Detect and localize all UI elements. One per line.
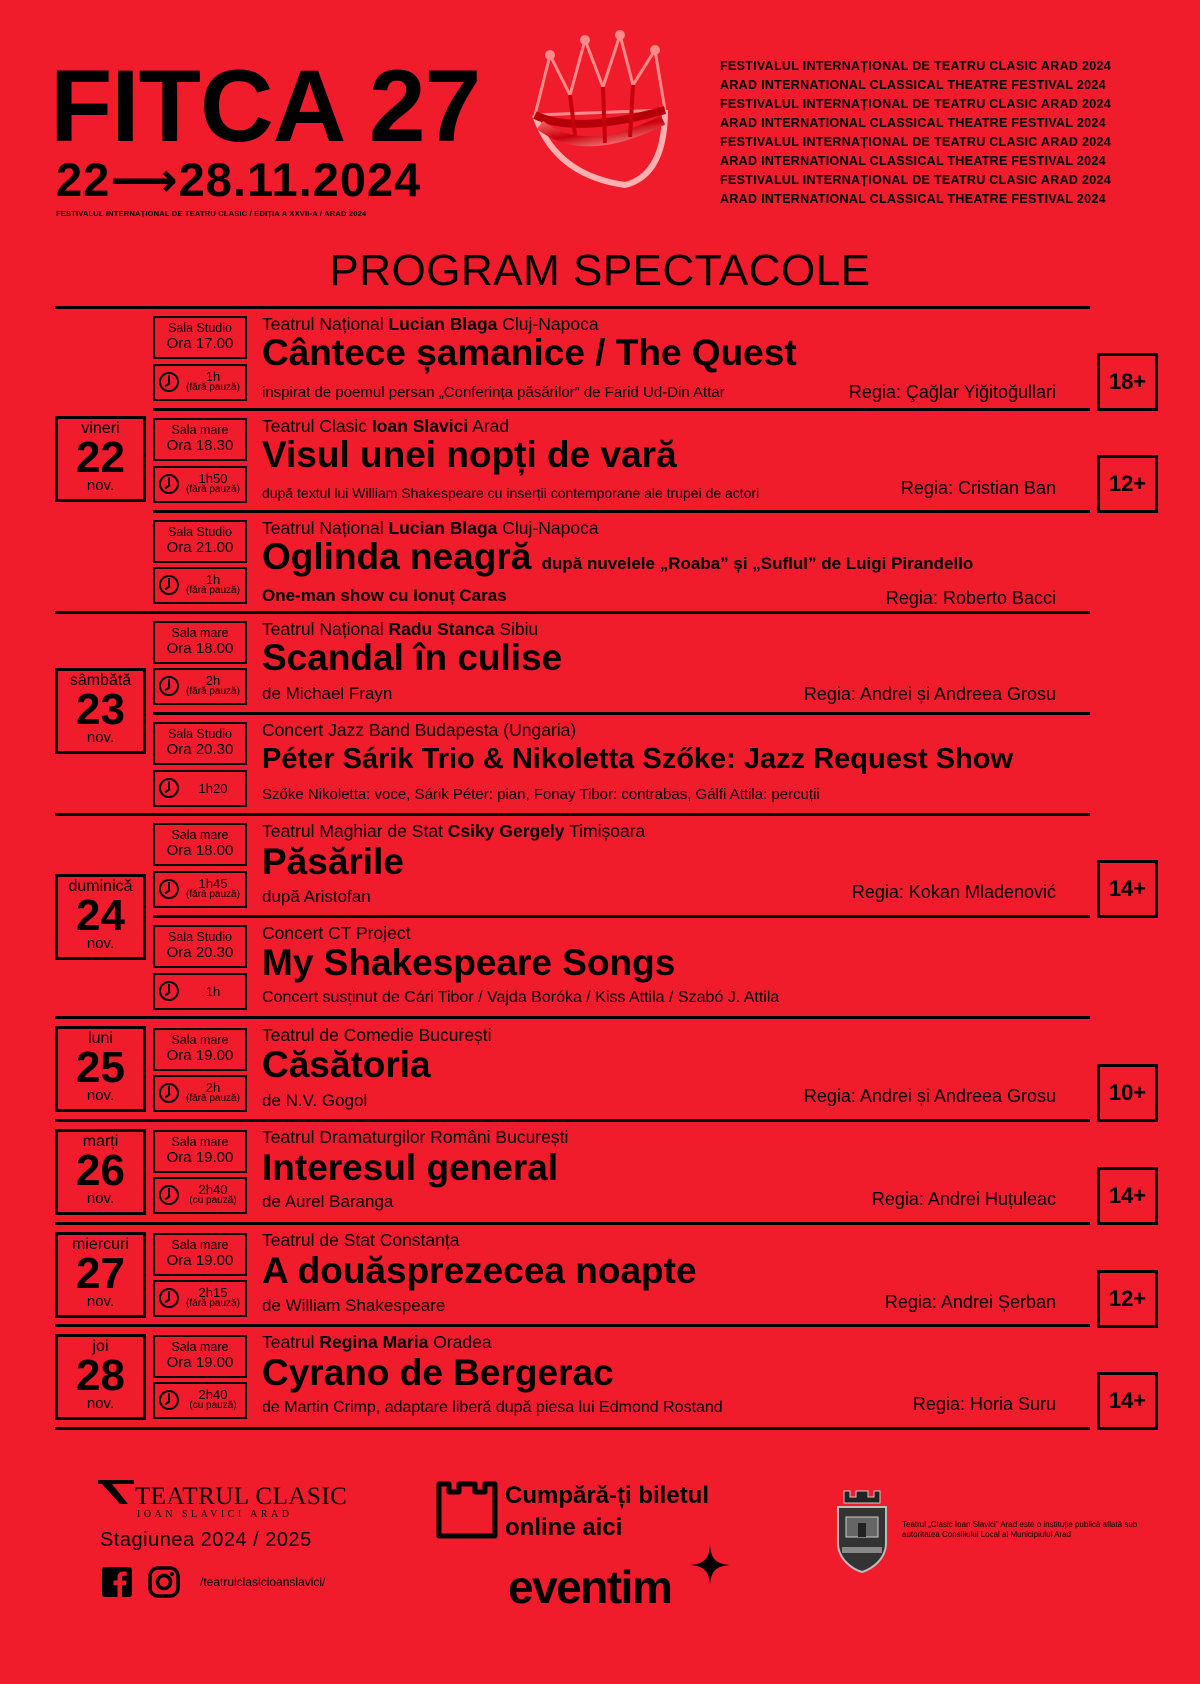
day-date: 27 <box>76 1249 125 1298</box>
age-rating: 18+ <box>1097 353 1158 411</box>
festival-title: FITCA 27 <box>50 49 481 163</box>
company-name: Ioan Slavici <box>371 416 469 436</box>
age-rating: 14+ <box>1097 1167 1158 1225</box>
company <box>262 314 599 334</box>
company-post: Cluj-Napoca <box>497 314 599 334</box>
clock-icon <box>159 676 179 696</box>
divider <box>153 712 1090 715</box>
duration-box <box>153 1382 247 1419</box>
duration-box <box>153 1177 247 1214</box>
eventim-logo[interactable]: eventim <box>508 1561 672 1613</box>
pause-note: (fără pauză) <box>186 1093 240 1104</box>
crown-icon <box>515 25 695 205</box>
director: Regia: Cristian Ban <box>900 478 1056 498</box>
company-name: Lucian Blaga <box>388 314 498 334</box>
hall-name: Sala mare <box>171 626 229 640</box>
director: Regia: Horia Suru <box>912 1394 1056 1414</box>
day-date: 28 <box>76 1351 125 1400</box>
buy-ticket-line1[interactable]: Cumpără-ți biletul <box>505 1482 710 1509</box>
show-subtitle: de Martin Crimp, adaptare liberă după piesa lui Edmond Rostand <box>262 1399 723 1416</box>
duration: 1h45 <box>198 876 228 891</box>
day-month: nov. <box>86 1087 115 1104</box>
day-box <box>55 668 146 754</box>
company-pre: Teatrul Național <box>262 518 389 538</box>
day-month: nov. <box>86 1293 115 1310</box>
day-name: vineri <box>81 420 120 437</box>
facebook-icon[interactable] <box>102 1567 132 1597</box>
duration-box <box>153 973 247 1010</box>
company-pre: Teatrul Național <box>262 314 389 334</box>
hall-time-box <box>153 520 247 563</box>
company <box>262 619 538 639</box>
duration: 1h <box>205 984 221 999</box>
pause-note: (cu pauză) <box>189 1400 237 1411</box>
hall-time-box <box>153 823 247 866</box>
hall-time-box <box>153 722 247 765</box>
show-time: Ora 18.00 <box>166 640 234 657</box>
hall-time-box <box>153 1130 247 1173</box>
theatre-logo-icon <box>98 1480 134 1504</box>
day-month: nov. <box>86 935 115 952</box>
show-subtitle: inspirat de poemul persan „Conferința păsărilor” de Farid Ud-Din Attar <box>262 384 725 401</box>
company <box>262 923 410 943</box>
day-month: nov. <box>86 1395 115 1412</box>
divider <box>55 1016 1090 1019</box>
day-date: 24 <box>76 891 125 940</box>
age-rating: 14+ <box>1097 1372 1158 1430</box>
program-title: PROGRAM SPECTACOLE <box>329 246 871 295</box>
day-box <box>55 416 146 502</box>
director: Regia: Çağlar Yiğitoğullari <box>848 382 1056 402</box>
duration-box <box>153 364 247 401</box>
show-time: Ora 17.00 <box>166 335 234 352</box>
show-subtitle: de William Shakespeare <box>262 1296 446 1315</box>
season-label: Stagiunea 2024 / 2025 <box>100 1529 312 1551</box>
hall-time-box <box>153 925 247 968</box>
director: Regia: Andrei și Andreea Grosu <box>803 1086 1056 1106</box>
company-pre: Concert Jazz Band Budapesta (Ungaria) <box>262 720 577 740</box>
show-title <box>262 537 973 584</box>
day-month: nov. <box>86 729 115 746</box>
company-pre: Teatrul Clasic <box>262 416 372 436</box>
duration: 2h40 <box>198 1182 228 1197</box>
duration: 2h15 <box>198 1285 228 1300</box>
day-name: sâmbătă <box>69 672 132 689</box>
age-rating: 12+ <box>1097 1270 1158 1328</box>
day-name: joi <box>92 1338 109 1355</box>
show-title-note: după nuvelele „Roaba” și „Suflul” de Luigi Pirandello <box>541 554 974 573</box>
day-box <box>55 1232 146 1318</box>
age-rating: 10+ <box>1097 1064 1158 1122</box>
company-pre: Teatrul Maghiar de Stat <box>262 821 448 841</box>
duration: 2h <box>205 1080 221 1095</box>
clock-icon <box>159 1083 179 1103</box>
duration-box <box>153 1075 247 1112</box>
theatre-name: TEATRUL CLASIC <box>135 1483 348 1510</box>
show-time: Ora 19.00 <box>166 1252 234 1269</box>
company-post: Arad <box>468 416 510 436</box>
company-pre: Teatrul Dramaturgilor Români București <box>262 1127 569 1147</box>
city-crest-icon <box>832 1487 892 1573</box>
pause-note: (fără pauză) <box>186 585 240 596</box>
ticket-icon[interactable] <box>433 1480 501 1540</box>
show-title: My Shakespeare Songs <box>262 942 676 983</box>
company-pre: Teatrul Național <box>262 619 389 639</box>
clock-icon <box>159 1390 179 1410</box>
hall-time-box <box>153 1335 247 1378</box>
company <box>262 1127 568 1147</box>
divider <box>153 408 1090 411</box>
clock-icon <box>159 879 179 899</box>
director: Regia: Andrei Șerban <box>884 1292 1056 1312</box>
festival-line: FESTIVALUL INTERNAȚIONAL DE TEATRU CLASIC ARAD 2024 <box>720 97 1112 111</box>
company <box>262 821 645 841</box>
day-date: 26 <box>76 1146 125 1195</box>
show-title: Cyrano de Bergerac <box>262 1352 614 1393</box>
show-subtitle: Szőke Nikoletta: voce, Sárik Péter: pian, Fonay Tibor: contrabas, Gálfi Attila: percuții <box>262 786 820 803</box>
company <box>262 720 576 740</box>
hall-time-box <box>153 1233 247 1276</box>
show-subtitle: One-man show cu Ionuț Caras <box>262 586 507 605</box>
duration: 1h <box>205 369 221 384</box>
show-subtitle: de Aurel Baranga <box>262 1192 394 1211</box>
show-title-text: Oglinda neagră <box>262 536 532 577</box>
day-name: luni <box>88 1030 113 1047</box>
show-subtitle: după Aristofan <box>262 887 371 906</box>
company-pre: Teatrul de Comedie București <box>262 1025 492 1045</box>
company-name: Radu Stanca <box>388 619 495 639</box>
show-time: Ora 18.00 <box>166 842 234 859</box>
show-subtitle: de N.V. Gogol <box>262 1091 368 1110</box>
show-title: Căsătoria <box>262 1044 431 1085</box>
show-title: Păsările <box>262 841 404 882</box>
hall-time-box <box>153 418 247 461</box>
show-title: Cântece șamanice / The Quest <box>262 332 797 373</box>
duration: 1h50 <box>198 471 228 486</box>
day-date: 22 <box>76 433 125 482</box>
day-month: nov. <box>86 1190 115 1207</box>
company-name: Lucian Blaga <box>388 518 498 538</box>
company-post: Cluj-Napoca <box>497 518 599 538</box>
star-icon <box>690 1545 730 1585</box>
duration-box <box>153 466 247 503</box>
company-post: Oradea <box>428 1332 492 1352</box>
day-date: 25 <box>76 1043 125 1092</box>
festival-line: ARAD INTERNATIONAL CLASSICAL THEATRE FESTIVAL 2024 <box>720 116 1106 130</box>
theatre-subname: IOAN SLAVICI ARAD <box>137 1509 293 1520</box>
show-title: Interesul general <box>262 1147 559 1188</box>
hall-name: Sala Studio <box>168 525 232 539</box>
hall-name: Sala mare <box>171 1033 229 1047</box>
hall-name: Sala Studio <box>168 727 232 741</box>
hall-time-box <box>153 621 247 664</box>
festival-line: ARAD INTERNATIONAL CLASSICAL THEATRE FESTIVAL 2024 <box>720 192 1106 206</box>
show-title: A douăsprezecea noapte <box>262 1250 697 1291</box>
duration-box <box>153 770 247 807</box>
clock-icon <box>159 372 179 392</box>
clock-icon <box>159 778 179 798</box>
buy-ticket-line2[interactable]: online aici <box>505 1514 623 1541</box>
show-title: Péter Sárik Trio & Nikoletta Szőke: Jazz Request Show <box>262 743 1013 775</box>
duration: 1h20 <box>198 781 228 796</box>
hall-name: Sala mare <box>171 828 229 842</box>
day-box <box>55 1334 146 1420</box>
day-box <box>55 1026 146 1112</box>
age-rating: 12+ <box>1097 455 1158 513</box>
company-pre: Teatrul <box>262 1332 320 1352</box>
hall-name: Sala mare <box>171 423 229 437</box>
duration-box <box>153 567 247 604</box>
divider <box>55 1427 1090 1430</box>
hall-name: Sala mare <box>171 1238 229 1252</box>
company <box>262 1230 459 1250</box>
duration-box <box>153 871 247 908</box>
social-handle[interactable]: /teatrulclasicioanslavici/ <box>200 1575 326 1589</box>
hall-time-box <box>153 316 247 359</box>
show-subtitle: de Michael Frayn <box>262 684 393 703</box>
hall-name: Sala mare <box>171 1135 229 1149</box>
show-time: Ora 18.30 <box>166 437 234 454</box>
festival-subtitle: FESTIVALUL INTERNAȚIONAL DE TEATRU CLASIC / EDIȚIA A XXVII-A / ARAD 2024 <box>56 209 367 218</box>
company-pre: Concert CT Project <box>262 923 411 943</box>
company <box>262 416 509 436</box>
show-time: Ora 19.00 <box>166 1354 234 1371</box>
day-name: marți <box>82 1133 119 1150</box>
hall-name: Sala Studio <box>168 321 232 335</box>
day-box <box>55 1129 146 1215</box>
pause-note: (fără pauză) <box>186 382 240 393</box>
hall-name: Sala Studio <box>168 930 232 944</box>
company-pre: Teatrul de Stat Constanța <box>262 1230 460 1250</box>
show-title: Visul unei nopți de vară <box>262 434 677 475</box>
company-post: Sibiu <box>494 619 539 639</box>
day-month: nov. <box>86 477 115 494</box>
festival-line: FESTIVALUL INTERNAȚIONAL DE TEATRU CLASIC ARAD 2024 <box>720 135 1112 149</box>
hall-time-box <box>153 1028 247 1071</box>
festival-dates: 22⟶28.11.2024 <box>56 153 422 206</box>
pause-note: (fără pauză) <box>186 484 240 495</box>
show-time: Ora 19.00 <box>166 1149 234 1166</box>
clock-icon <box>159 981 179 1001</box>
show-time: Ora 20.30 <box>166 741 234 758</box>
duration: 2h40 <box>198 1387 228 1402</box>
duration-box <box>153 1280 247 1317</box>
company <box>262 518 599 538</box>
show-time: Ora 20.30 <box>166 944 234 961</box>
pause-note: (cu pauză) <box>189 1195 237 1206</box>
hall-name: Sala mare <box>171 1340 229 1354</box>
show-subtitle: după textul lui William Shakespeare cu inserții contemporane ale trupei de actori <box>262 485 760 501</box>
pause-note: (fără pauză) <box>186 1298 240 1309</box>
institution-text: Teatrul „Clasic Ioan Slavici” Arad este o instituție publică aflată sub autoritatea Consiliului Local al Municipiului Arad <box>902 1520 1138 1539</box>
divider <box>55 813 1090 816</box>
age-rating: 14+ <box>1097 860 1158 918</box>
company-post: Timișoara <box>564 821 646 841</box>
director: Regia: Kokan Mladenović <box>851 882 1056 902</box>
instagram-icon[interactable] <box>148 1566 180 1598</box>
divider <box>55 611 1090 614</box>
company <box>262 1025 492 1045</box>
divider <box>153 915 1090 918</box>
company-name: Regina Maria <box>319 1332 429 1352</box>
festival-line: FESTIVALUL INTERNAȚIONAL DE TEATRU CLASIC ARAD 2024 <box>720 59 1112 73</box>
clock-icon <box>159 1288 179 1308</box>
divider <box>153 510 1090 513</box>
festival-line: ARAD INTERNATIONAL CLASSICAL THEATRE FESTIVAL 2024 <box>720 78 1106 92</box>
show-title: Scandal în culise <box>262 637 563 678</box>
director: Regia: Roberto Bacci <box>885 588 1056 608</box>
duration-box <box>153 668 247 705</box>
director: Regia: Andrei și Andreea Grosu <box>803 684 1056 704</box>
director: Regia: Andrei Huțuleac <box>871 1189 1056 1209</box>
company-name: Csiky Gergely <box>447 821 565 841</box>
divider <box>55 1324 1090 1327</box>
divider <box>55 1119 1090 1122</box>
show-time: Ora 19.00 <box>166 1047 234 1064</box>
show-subtitle: Concert susținut de Cári Tibor / Vajda Boróka / Kiss Attila / Szabó J. Attila <box>262 989 780 1006</box>
duration: 1h <box>205 572 221 587</box>
clock-icon <box>159 575 179 595</box>
clock-icon <box>159 474 179 494</box>
divider <box>55 1222 1090 1225</box>
pause-note: (fără pauză) <box>186 889 240 900</box>
festival-line: FESTIVALUL INTERNAȚIONAL DE TEATRU CLASIC ARAD 2024 <box>720 173 1112 187</box>
day-box <box>55 874 146 960</box>
company <box>262 1332 492 1352</box>
duration: 2h <box>205 673 221 688</box>
festival-name-lines <box>720 57 1111 209</box>
day-name: duminică <box>68 878 133 895</box>
clock-icon <box>159 1185 179 1205</box>
show-time: Ora 21.00 <box>166 539 234 556</box>
day-name: miercuri <box>72 1236 129 1253</box>
divider <box>55 306 1090 309</box>
pause-note: (fără pauză) <box>186 686 240 697</box>
day-date: 23 <box>76 685 125 734</box>
festival-line: ARAD INTERNATIONAL CLASSICAL THEATRE FESTIVAL 2024 <box>720 154 1106 168</box>
